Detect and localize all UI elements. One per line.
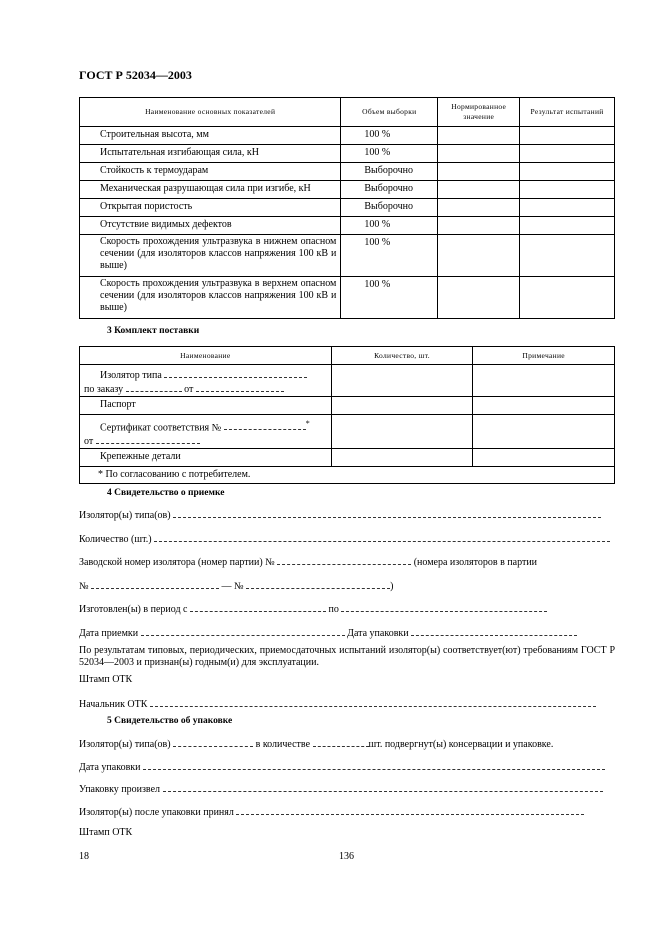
result-cell[interactable] xyxy=(520,277,615,319)
note-cell[interactable] xyxy=(473,415,615,449)
quantity-line xyxy=(79,532,610,545)
col-header-name: Наименование xyxy=(80,347,332,365)
acceptance-date-label: Дата приемки xyxy=(79,628,139,639)
period-from-field[interactable] xyxy=(190,602,326,612)
norm-cell[interactable] xyxy=(438,277,520,319)
sample-size: 100 % xyxy=(341,277,438,319)
result-cell[interactable] xyxy=(520,145,615,163)
norm-cell[interactable] xyxy=(438,163,520,181)
note-cell[interactable] xyxy=(473,397,615,415)
insulator-type-field[interactable] xyxy=(173,508,601,518)
section-5-title: 5 Свидетельство об упаковке xyxy=(107,716,233,726)
sample-size: 100 % xyxy=(341,235,438,277)
table-row xyxy=(80,217,615,235)
accepted-by-line xyxy=(79,805,584,818)
accepted-by-label: Изолятор(ы) после упаковки принял xyxy=(79,807,234,818)
col-header-quantity: Количество, шт. xyxy=(331,347,473,365)
insulator-label: Изолятор типа xyxy=(100,370,162,381)
table-row xyxy=(80,127,615,145)
fasteners-label: Крепежные детали xyxy=(80,449,332,467)
result-cell[interactable] xyxy=(520,163,615,181)
norm-cell[interactable] xyxy=(438,127,520,145)
number-to-field[interactable] xyxy=(246,579,390,589)
pack-date-field[interactable] xyxy=(143,760,605,770)
norm-cell[interactable] xyxy=(438,199,520,217)
acceptance-date-field[interactable] xyxy=(141,626,345,636)
table-row xyxy=(80,449,615,467)
indicator-name: Стойкость к термоударам xyxy=(80,163,341,181)
sample-size: 100 % xyxy=(341,217,438,235)
table-row xyxy=(80,415,615,449)
serial-label: Заводской номер изолятора (номер партии) № xyxy=(79,557,275,568)
table-row xyxy=(80,199,615,217)
batch-numbers-label: (номера изоляторов в партии xyxy=(413,557,538,568)
norm-cell[interactable] xyxy=(438,145,520,163)
indicator-name: Скорость прохождения ультразвука в нижнем опасном сечении (для изоляторов классов напряжения 100 кВ и выше) xyxy=(80,235,341,277)
sheet-number: 136 xyxy=(339,851,354,862)
insulator-type-line xyxy=(79,508,601,521)
chief-field[interactable] xyxy=(150,697,596,707)
chief-line xyxy=(79,697,596,710)
table-row xyxy=(80,235,615,277)
indicator-name: Отсутствие видимых дефектов xyxy=(80,217,341,235)
indicator-name: Строительная высота, мм xyxy=(80,127,341,145)
table-row xyxy=(80,277,615,319)
insulator-cell xyxy=(80,365,332,397)
period-to-field[interactable] xyxy=(341,602,547,612)
result-cell[interactable] xyxy=(520,235,615,277)
number-label: № xyxy=(79,581,89,592)
quantity-cell[interactable] xyxy=(331,449,473,467)
order-label: по заказу xyxy=(84,384,124,395)
stamp-label: Штамп ОТК xyxy=(79,674,133,685)
pack-quantity-label: в количестве xyxy=(255,739,311,750)
result-cell[interactable] xyxy=(520,127,615,145)
norm-cell[interactable] xyxy=(438,235,520,277)
manufactured-line xyxy=(79,602,547,615)
col-header-note: Примечание xyxy=(473,347,615,365)
table-row xyxy=(80,397,615,415)
table-row xyxy=(80,181,615,199)
packed-by-line xyxy=(79,782,603,795)
col-header-indicator: Наименование основных показателей xyxy=(80,98,341,127)
table-row xyxy=(80,145,615,163)
col-header-sample: Объем выборки xyxy=(341,98,438,127)
packed-by-field[interactable] xyxy=(163,782,603,792)
pack-insulator-label: Изолятор(ы) типа(ов) xyxy=(79,739,171,750)
close-paren: ) xyxy=(390,581,394,592)
passport-label: Паспорт xyxy=(80,397,332,415)
certificate-label: Сертификат соответствия № xyxy=(100,422,222,434)
col-header-norm: Нормированное значение xyxy=(438,98,520,127)
pack-conservation-label: шт. подвергнут(ы) консервации и упаковке. xyxy=(368,739,554,750)
table-row xyxy=(80,365,615,397)
norm-cell[interactable] xyxy=(438,181,520,199)
chief-label: Начальник ОТК xyxy=(79,699,148,710)
result-cell[interactable] xyxy=(520,199,615,217)
quantity-cell[interactable] xyxy=(331,415,473,449)
section-3-title: 3 Комплект поставки xyxy=(107,326,200,336)
note-cell[interactable] xyxy=(473,365,615,397)
pack-type-field[interactable] xyxy=(173,737,253,747)
pack-date-line xyxy=(79,760,605,773)
indicator-name: Открытая пористость xyxy=(80,199,341,217)
sample-size: Выборочно xyxy=(341,199,438,217)
col-header-result: Результат испытаний xyxy=(520,98,615,127)
packing-line xyxy=(79,737,553,750)
pack-quantity-field[interactable] xyxy=(313,737,369,747)
from-label: от xyxy=(84,436,94,448)
quantity-field[interactable] xyxy=(154,532,610,542)
certificate-cell xyxy=(80,415,332,449)
indicator-name: Испытательная изгибающая сила, кН xyxy=(80,145,341,163)
conformity-statement: По результатам типовых, периодических, приемосдаточных испытаний изолятор(ы) соответствует(ют) требованиям ГОСТ Р 52034—2003 и признан(ы) годным(и) для эксплуатации. xyxy=(79,645,615,668)
page-number: 18 xyxy=(79,851,89,862)
pack-date-label: Дата упаковки xyxy=(79,762,141,773)
norm-cell[interactable] xyxy=(438,217,520,235)
quantity-cell[interactable] xyxy=(331,397,473,415)
quantity-label: Количество (шт.) xyxy=(79,534,152,545)
result-cell[interactable] xyxy=(520,181,615,199)
number-from-field[interactable] xyxy=(91,579,219,589)
packing-date-label: Дата упаковки xyxy=(347,628,409,639)
quantity-cell[interactable] xyxy=(331,365,473,397)
range-line xyxy=(79,579,393,592)
sample-size: Выборочно xyxy=(341,181,438,199)
sample-size: Выборочно xyxy=(341,163,438,181)
stamp-label: Штамп ОТК xyxy=(79,827,133,838)
sample-size: 100 % xyxy=(341,145,438,163)
insulator-type-label: Изолятор(ы) типа(ов) xyxy=(79,510,171,521)
packed-by-label: Упаковку произвел xyxy=(79,784,161,795)
result-cell[interactable] xyxy=(520,217,615,235)
sample-size: 100 % xyxy=(341,127,438,145)
table-row xyxy=(80,163,615,181)
serial-line xyxy=(79,555,537,568)
indicator-name: Скорость прохождения ультразвука в верхнем опасном сечении (для изоляторов классов напряжения 100 кВ и выше) xyxy=(80,277,341,319)
packing-date-field[interactable] xyxy=(411,626,577,636)
period-to-label: по xyxy=(328,604,339,615)
serial-field[interactable] xyxy=(277,555,411,565)
indicators-table xyxy=(79,97,615,319)
footnote-mark: * xyxy=(305,419,310,428)
note-cell[interactable] xyxy=(473,449,615,467)
dates-line xyxy=(79,626,577,639)
footnote: * По согласованию с потребителем. xyxy=(80,467,615,484)
document-header: ГОСТ Р 52034—2003 xyxy=(79,68,192,82)
number-to-label: — № xyxy=(221,581,244,592)
delivery-set-table xyxy=(79,346,615,484)
accepted-by-field[interactable] xyxy=(236,805,584,815)
from-label: от xyxy=(184,384,194,395)
indicator-name: Механическая разрушающая сила при изгибе, кН xyxy=(80,181,341,199)
section-4-title: 4 Свидетельство о приемке xyxy=(107,488,225,498)
manufactured-label: Изготовлен(ы) в период с xyxy=(79,604,188,615)
